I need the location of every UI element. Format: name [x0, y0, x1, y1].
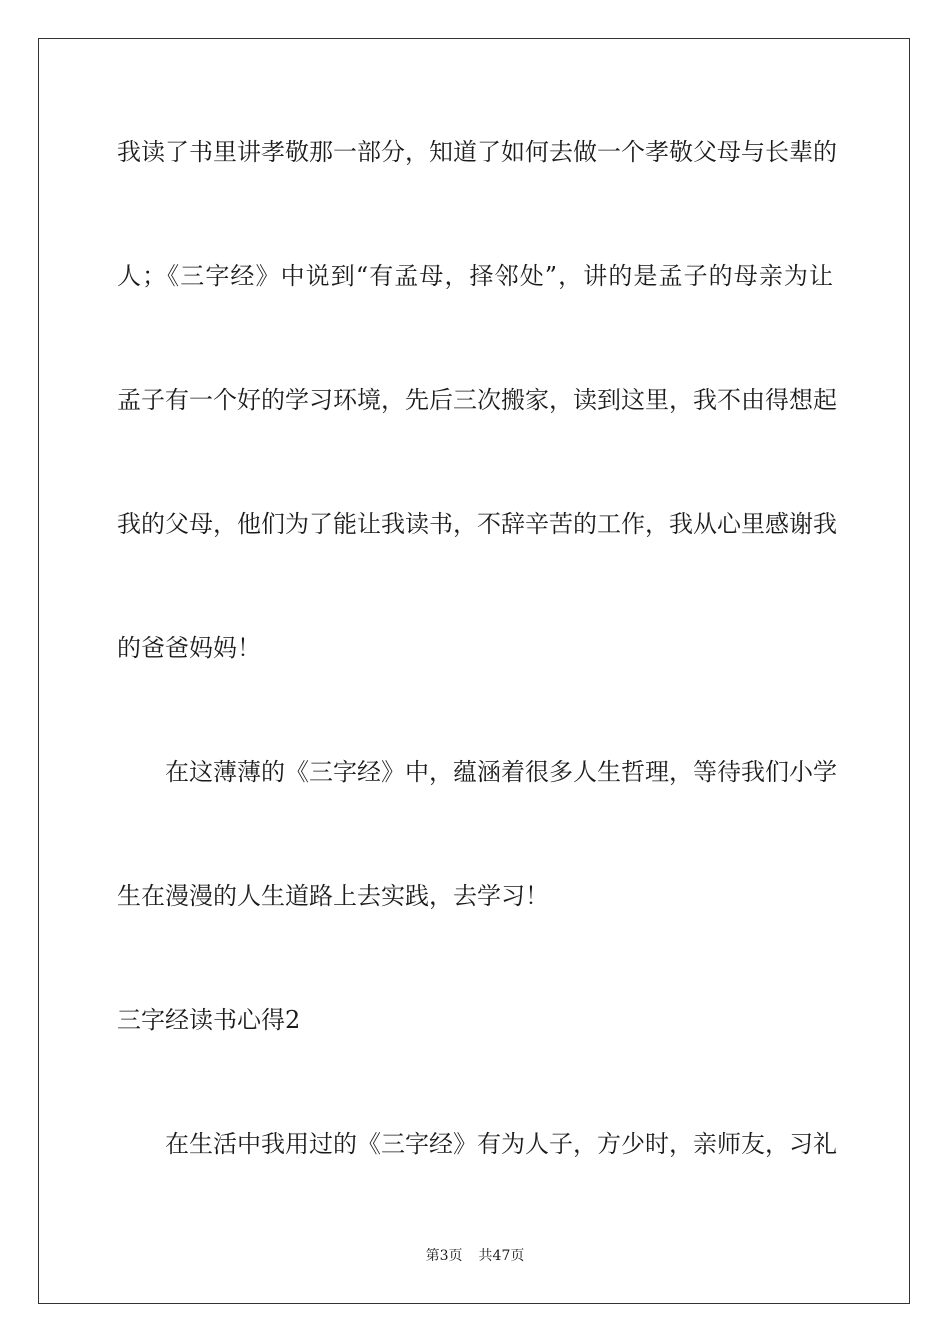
page-total: 共47页 [478, 1248, 525, 1264]
paragraph-2-line-2: 生在漫漫的人生道路上去实践，去学习！ [117, 882, 549, 910]
paragraph-2-line-1: 在这薄薄的《三字经》中，蕴涵着很多人生哲理，等待我们小学 [165, 758, 837, 786]
paragraph-1-line-5: 的爸爸妈妈！ [117, 634, 261, 662]
paragraph-1-line-1: 我读了书里讲孝敬那一部分，知道了如何去做一个孝敬父母与长辈的 [117, 138, 837, 166]
paragraph-1-line-2: 人；《三字经》中说到“有孟母，择邻处”，讲的是孟子的母亲为让 [117, 262, 833, 290]
page-number: 第3页 [425, 1248, 463, 1264]
paragraph-1-line-4: 我的父母，他们为了能让我读书，不辞辛苦的工作，我从心里感谢我 [117, 510, 837, 538]
page-border [38, 38, 910, 1304]
section-heading: 三字经读书心得2 [117, 1006, 301, 1034]
paragraph-3-line-1: 在生活中我用过的《三字经》有为人子，方少时，亲师友，习礼 [165, 1130, 837, 1158]
page-footer [0, 1247, 950, 1265]
paragraph-1-line-3: 孟子有一个好的学习环境，先后三次搬家，读到这里，我不由得想起 [117, 386, 837, 414]
